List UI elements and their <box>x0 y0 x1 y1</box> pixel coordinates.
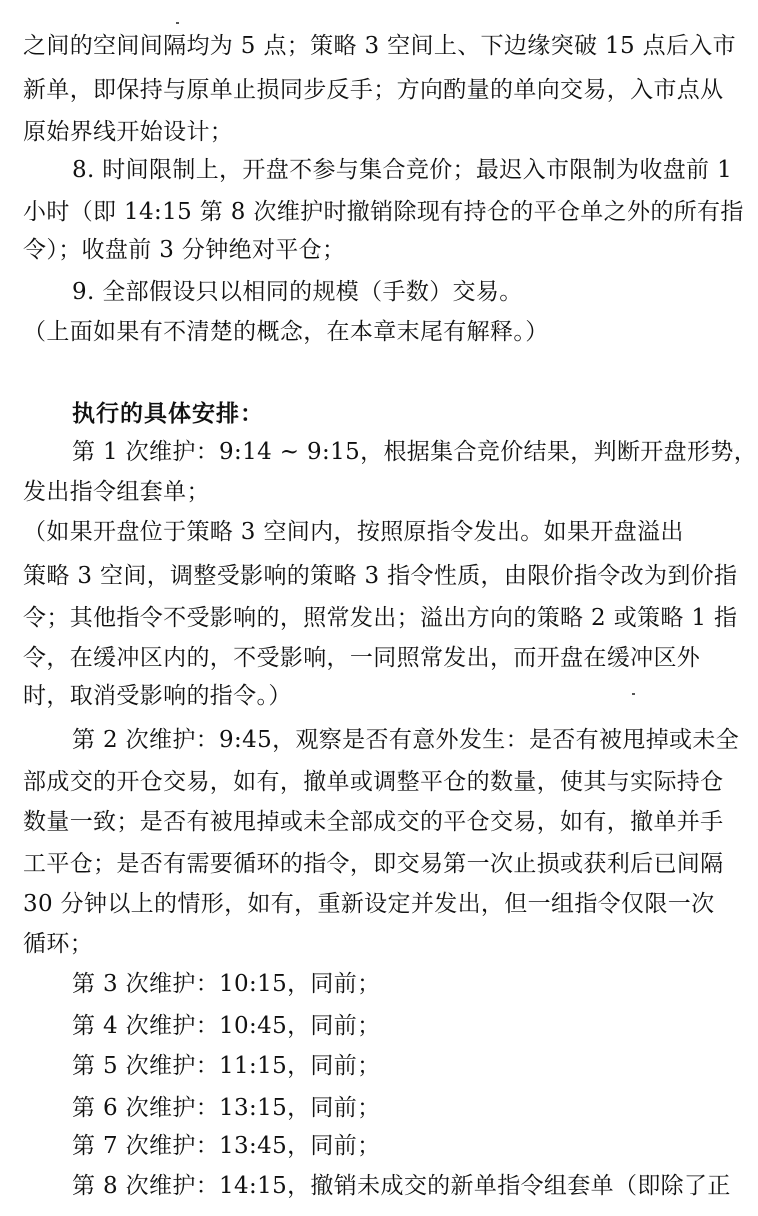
maintenance-5-line: 第 5 次维护：11:15，同前； <box>72 1053 381 1079</box>
paragraph-line: 新单，即保持与原单止损同步反手；方向酌量的单向交易，入市点从 <box>23 77 724 103</box>
paragraph-line: 令；其他指令不受影响的，照常发出；溢出方向的策略 2 或策略 1 指 <box>23 605 738 631</box>
paragraph-line: 时，取消受影响的指令。） <box>23 683 292 709</box>
paragraph-line: 之间的空间间隔均为 5 点；策略 3 空间上、下边缘突破 15 点后入市 <box>23 33 736 59</box>
paragraph-line: 原始界线开始设计； <box>23 119 234 145</box>
paragraph-line: 令，在缓冲区内的，不受影响，一同照常发出，而开盘在缓冲区外 <box>23 645 701 671</box>
paragraph-line: 数量一致；是否有被甩掉或未全部成交的平仓交易，如有，撤单并手 <box>23 809 724 835</box>
list-item-9: 9. 全部假设只以相同的规模（手数）交易。 <box>72 279 523 305</box>
paragraph-line: 小时（即 14:15 第 8 次维护时撤销除现有持仓的平仓单之外的所有指 <box>23 199 744 225</box>
paragraph-line: 30 分钟以上的情形，如有，重新设定并发出，但一组指令仅限一次 <box>23 891 715 917</box>
maintenance-2-line: 第 2 次维护：9:45，观察是否有意外发生：是否有被甩掉或未全 <box>72 727 740 753</box>
maintenance-1-line: 第 1 次维护：9:14 ~ 9:15，根据集合竞价结果，判断开盘形势， <box>72 439 758 465</box>
section-heading: 执行的具体安排： <box>72 401 264 427</box>
scan-speck <box>632 693 635 695</box>
paragraph-line: 策略 3 空间，调整受影响的策略 3 指令性质，由限价指令改为到价指 <box>23 563 738 589</box>
note-line: （上面如果有不清楚的概念，在本章末尾有解释。） <box>23 319 549 345</box>
list-item-8: 8. 时间限制上，开盘不参与集合竞价；最迟入市限制为收盘前 1 <box>72 157 733 183</box>
scan-speck <box>176 22 179 24</box>
note-line: （如果开盘位于策略 3 空间内，按照原指令发出。如果开盘溢出 <box>23 519 684 545</box>
maintenance-4-line: 第 4 次维护：10:45，同前； <box>72 1013 381 1039</box>
maintenance-7-line: 第 7 次维护：13:45，同前； <box>72 1133 381 1159</box>
paragraph-line: 工平仓；是否有需要循环的指令，即交易第一次止损或获利后已间隔 <box>23 851 724 877</box>
paragraph-line: 部成交的开仓交易，如有，撤单或调整平仓的数量，使其与实际持仓 <box>23 769 724 795</box>
maintenance-6-line: 第 6 次维护：13:15，同前； <box>72 1095 381 1121</box>
maintenance-8-line: 第 8 次维护：14:15，撤销未成交的新单指令组套单（即除了正 <box>72 1173 731 1199</box>
paragraph-line: 循环； <box>23 931 94 957</box>
paragraph-line: 令）；收盘前 3 分钟绝对平仓； <box>23 237 346 263</box>
paragraph-line: 发出指令组套单； <box>23 479 210 505</box>
maintenance-3-line: 第 3 次维护：10:15，同前； <box>72 971 381 997</box>
